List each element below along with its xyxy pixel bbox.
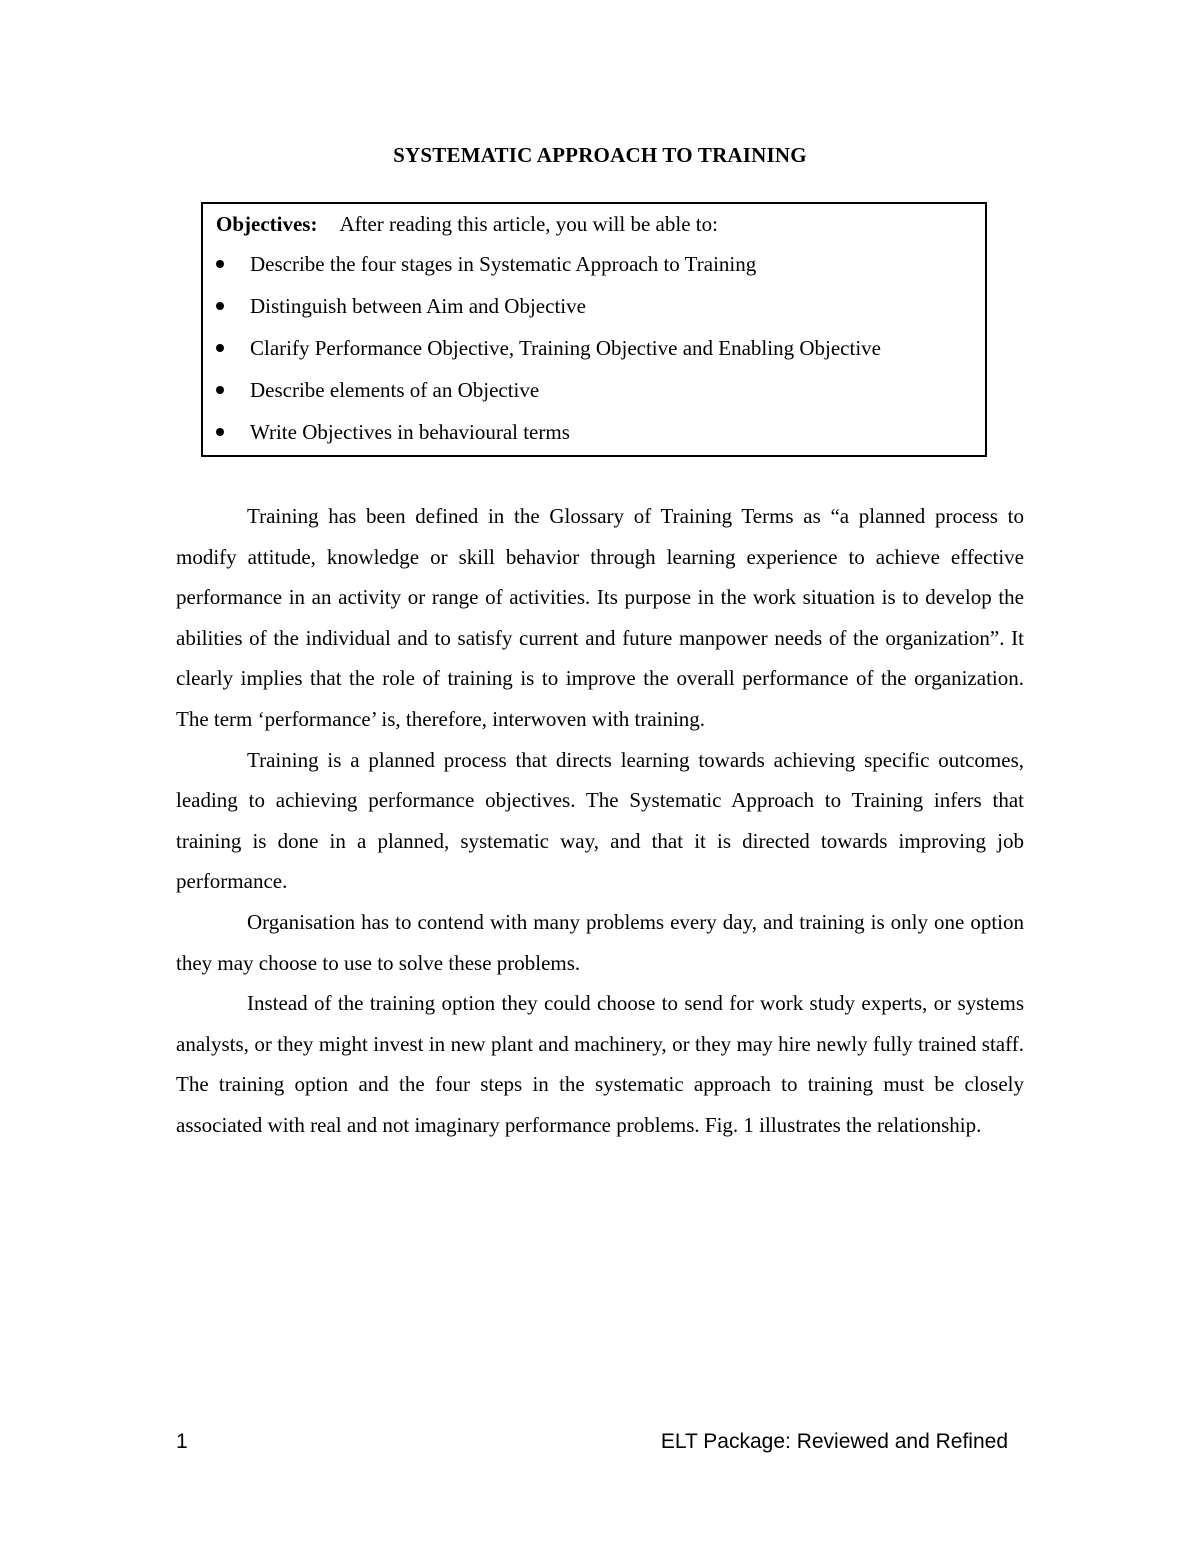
objective-text: Write Objectives in behavioural terms	[250, 420, 570, 444]
objectives-intro: After reading this article, you will be able to:	[339, 212, 718, 236]
paragraph: Organisation has to contend with many problems every day, and training is only one option they may choose to use to solve these problems.	[176, 909, 1024, 975]
objective-text: Distinguish between Aim and Objective	[250, 294, 586, 318]
body-text	[176, 496, 1024, 1146]
page-number: 1	[176, 1430, 188, 1453]
bullet-icon	[216, 386, 224, 394]
objectives-box	[201, 202, 987, 457]
page-title: SYSTEMATIC APPROACH TO TRAINING	[393, 143, 807, 167]
objective-text: Describe elements of an Objective	[250, 378, 540, 402]
bullet-icon	[216, 260, 224, 268]
objectives-header	[216, 212, 718, 237]
footer-package-name: ELT Package: Reviewed and Refined	[660, 1430, 1008, 1453]
bullet-icon	[216, 344, 224, 352]
objective-text: Clarify Performance Objective, Training Objective and Enabling Objective	[250, 336, 881, 360]
paragraph: Training is a planned process that directs learning towards achieving specific outcomes, leading to achieving performance objectives. The Systematic Approach to Training infers that training is done in a planned, systematic way, and that it is directed towards improving job performance.	[176, 747, 1024, 894]
bullet-icon	[216, 428, 224, 436]
paragraph: Instead of the training option they could choose to send for work study experts, or systems analysts, or they might invest in new plant and machinery, or they may hire newly fully trained staff. The training option and the four steps in the systematic approach to training must be closely associated with real and not imaginary performance problems. Fig. 1 illustrates the relationship.	[176, 991, 1024, 1137]
objective-text: Describe the four stages in Systematic Approach to Training	[250, 252, 757, 276]
objectives-label: Objectives:	[216, 212, 318, 236]
bullet-icon	[216, 302, 224, 310]
paragraph: Training has been defined in the Glossary of Training Terms as “a planned process to modify attitude, knowledge or skill behavior through learning experience to achieve effective performance in an activity or range of activities. Its purpose in the work situation is to develop the abilities of the individual and to satisfy current and future manpower needs of the organization”. It clearly implies that the role of training is to improve the overall performance of the organization. The term ‘performance’ is, therefore, interwoven with training.	[176, 504, 1024, 731]
